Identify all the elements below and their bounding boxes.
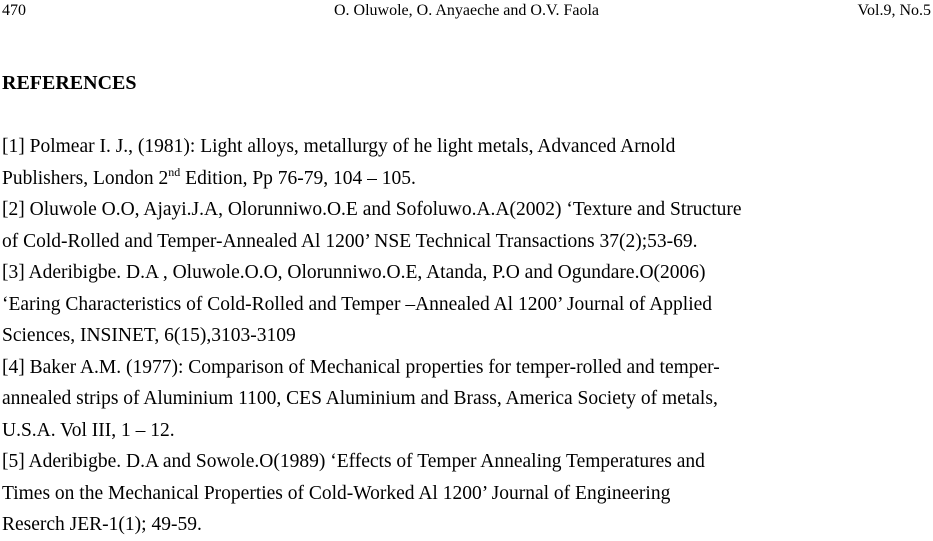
reference-item-2 — [2, 194, 930, 257]
reference-1-line-2-text: Publishers, London 2 — [2, 167, 169, 189]
reference-item-1 — [2, 131, 930, 194]
reference-1-line-2 — [2, 163, 930, 195]
page-number: 470 — [2, 2, 26, 19]
reference-3-line-1: [3] Aderibigbe. D.A , Oluwole.O.O, Olorunniwo.O.E, Atanda, P.O and Ogundare.O(2006) — [2, 262, 706, 283]
reference-5-line-1: [5] Aderibigbe. D.A and Sowole.O(1989) ‘Effects of Temper Annealing Temperatures and — [2, 451, 705, 472]
reference-item-3 — [2, 257, 930, 352]
reference-item-5 — [2, 446, 930, 541]
reference-4-line-2: annealed strips of Aluminium 1100, CES Aluminium and Brass, America Society of metals, — [2, 388, 718, 409]
header-authors: O. Oluwole, O. Anyaeche and O.V. Faola — [334, 2, 599, 19]
reference-list — [2, 131, 930, 541]
reference-1-line-1: [1] Polmear I. J., (1981): Light alloys, metallurgy of he light metals, Advanced Arnold — [2, 136, 676, 157]
reference-1-line-2-rest: Edition, Pp 76-79, 104 – 105. — [180, 167, 416, 189]
references-heading: REFERENCES — [2, 72, 137, 94]
reference-4-line-3: U.S.A. Vol III, 1 – 12. — [2, 419, 175, 441]
reference-4-line-1: [4] Baker A.M. (1977): Comparison of Mechanical properties for temper-rolled and temper- — [2, 356, 720, 378]
reference-2-line-2: of Cold-Rolled and Temper-Annealed Al 1200’ NSE Technical Transactions 37(2);53-69. — [2, 230, 698, 252]
reference-3-line-3: Sciences, INSINET, 6(15),3103-3109 — [2, 325, 296, 346]
reference-item-4 — [2, 352, 930, 447]
journal-volume: Vol.9, No.5 — [857, 2, 931, 19]
reference-5-line-3: Reserch JER-1(1); 49-59. — [2, 514, 202, 535]
running-header — [0, 0, 933, 22]
reference-5-line-2: Times on the Mechanical Properties of Cold-Worked Al 1200’ Journal of Engineering — [2, 482, 671, 504]
reference-2-line-1: [2] Oluwole O.O, Ajayi.J.A, Olorunniwo.O.E and Sofoluwo.A.A(2002) ‘Texture and Structure — [2, 199, 742, 220]
ordinal-suffix: nd — [168, 164, 181, 179]
reference-3-line-2: ‘Earing Characteristics of Cold-Rolled and Temper –Annealed Al 1200’ Journal of Applied — [2, 293, 713, 315]
